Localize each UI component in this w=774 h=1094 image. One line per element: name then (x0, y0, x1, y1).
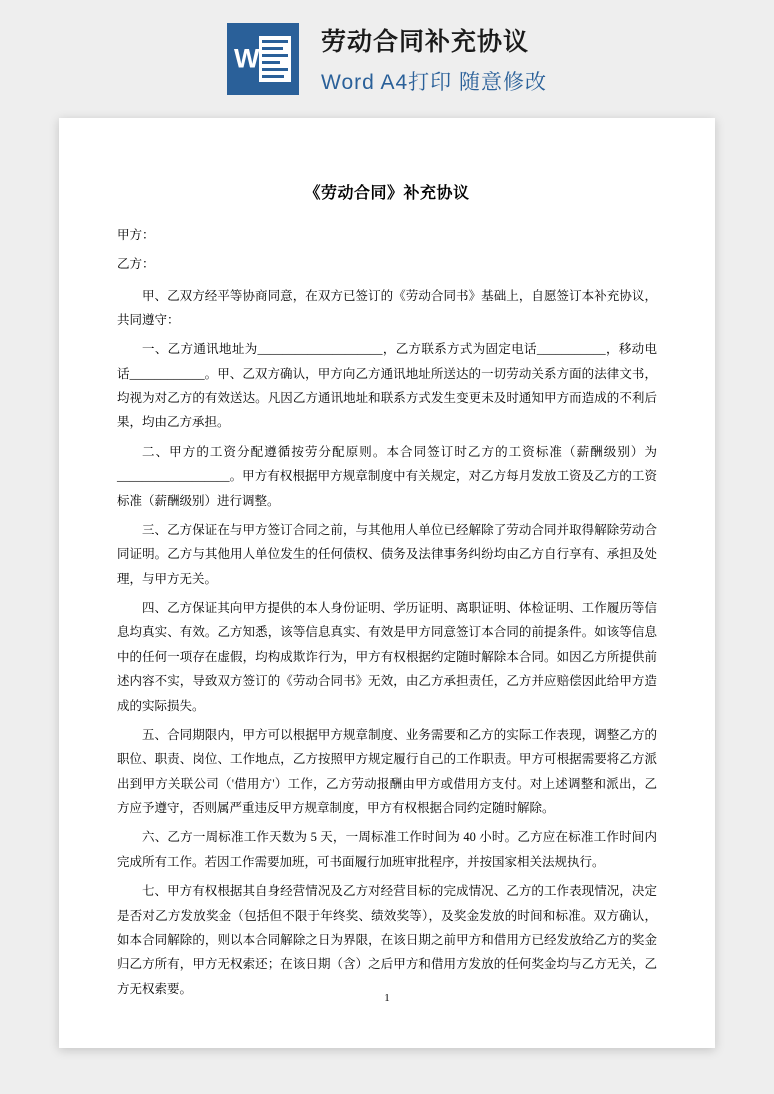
banner-title: 劳动合同补充协议 (321, 28, 530, 56)
document-lines-icon (259, 36, 291, 82)
document-paragraph: 二、甲方的工资分配遵循按劳分配原则。本合同签订时乙方的工资标准（薪酬级别）为__________________。甲方有权根据甲方规章制度中有关规定，对乙方每月发放工资及乙方的工资标准（薪酬级别）进行调整。 (117, 444, 657, 508)
party-b-line: 乙方： (117, 257, 155, 272)
word-document-icon (227, 23, 299, 95)
document-page (59, 118, 715, 1048)
document-paragraph: 六、乙方一周标准工作天数为 5 天，一周标准工作时间为 40 小时。乙方应在标准工作时间内完成所有工作。若因工作需要加班，可书面履行加班审批程序，并按国家相关法规执行。 (117, 830, 657, 869)
document-paragraph: 五、合同期限内，甲方可以根据甲方规章制度、业务需要和乙方的实际工作表现，调整乙方的职位、职责、岗位、工作地点，乙方按照甲方规定履行自己的工作职责。甲方可根据需要将乙方派出到甲方关联公司（'借用方'）工作，乙方劳动报酬由甲方或借用方支付。对上述调整和派出，乙方应予遵守，否则属严重违反甲方规章制度，甲方有权根据合同约定随时解除。 (117, 727, 657, 815)
document-title: 《劳动合同》补充协议 (304, 185, 470, 202)
banner-text-group (321, 22, 547, 96)
document-paragraph: 一、乙方通讯地址为____________________，乙方联系方式为固定电话___________，移动电话____________。甲、乙双方确认，甲方向乙方通讯地址所送达的一切劳动关系方面的法律文书，均视为对乙方的有效送达。凡因乙方通讯地址和联系方式发生变更未及时通知甲方而造成的不利后果，均由乙方承担。 (117, 342, 657, 430)
party-a-line: 甲方： (117, 228, 155, 242)
promo-banner (0, 0, 774, 118)
word-logo-letter: W (234, 43, 260, 74)
document-paragraph: 甲、乙双方经平等协商同意，在双方已签订的《劳动合同书》基础上，自愿签订本补充协议，共同遵守： (117, 288, 657, 327)
banner-subtitle: Word A4打印 随意修改 (321, 71, 547, 94)
page-number: 1 (384, 992, 390, 1004)
banner-content (227, 22, 547, 96)
document-paragraph: 七、甲方有权根据其自身经营情况及乙方对经营目标的完成情况、乙方的工作表现情况，决定是否对乙方发放奖金（包括但不限于年终奖、绩效奖等），及奖金发放的时间和标准。双方确认，如本合同解除的，则以本合同解除之日为界限，在该日期之前甲方和借用方已经发放给乙方的奖金归乙方所有，甲方无权索还；在该日期（含）之后甲方和借用方发放的任何奖金均与乙方无关，乙方无权索要。 (117, 884, 657, 996)
document-paragraph: 三、乙方保证在与甲方签订合同之前，与其他用人单位已经解除了劳动合同并取得解除劳动合同证明。乙方与其他用人单位发生的任何债权、债务及法律事务纠纷均由乙方自行享有、承担及处理，与甲方无关。 (117, 522, 657, 586)
document-paragraph: 四、乙方保证其向甲方提供的本人身份证明、学历证明、离职证明、体检证明、工作履历等信息均真实、有效。乙方知悉，该等信息真实、有效是甲方同意签订本合同的前提条件。如该等信息中的任何一项存在虚假，均构成欺诈行为，甲方有权根据约定随时解除本合同。如因乙方所提供前述内容不实，导致双方签订的《劳动合同书》无效，由乙方承担责任，乙方并应赔偿因此给甲方造成的实际损失。 (117, 601, 657, 713)
